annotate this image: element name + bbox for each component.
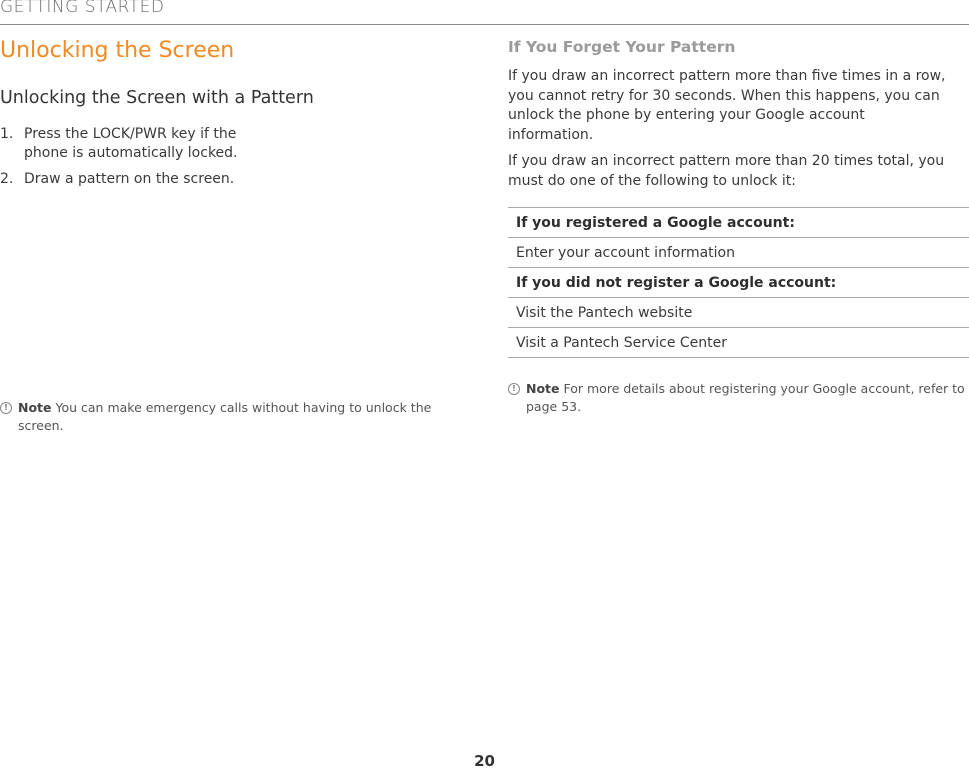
step-number: 2. bbox=[0, 171, 14, 187]
note-text: For more details about registering your Google account, refer to page 53. bbox=[526, 381, 965, 414]
steps-list bbox=[0, 125, 280, 196]
table-row bbox=[508, 208, 969, 238]
note-emergency-calls bbox=[0, 399, 458, 435]
step-text: Draw a pattern on the screen. bbox=[24, 171, 235, 187]
info-icon: ! bbox=[0, 402, 12, 414]
table-cell-heading: If you did not register a Google account: bbox=[508, 268, 969, 298]
step-item bbox=[0, 125, 280, 163]
note-google-account bbox=[508, 380, 969, 416]
table-cell: Visit a Pantech Service Center bbox=[508, 328, 969, 358]
table-cell: Enter your account information bbox=[508, 238, 969, 268]
note-label: Note bbox=[18, 400, 52, 415]
table-row bbox=[508, 238, 969, 268]
info-icon: ! bbox=[508, 383, 520, 395]
page-number: 20 bbox=[474, 752, 495, 770]
subsection-title: Unlocking the Screen with a Pattern bbox=[0, 88, 314, 108]
left-column bbox=[0, 38, 460, 433]
table-row bbox=[508, 298, 969, 328]
step-text: Press the LOCK/PWR key if the phone is automatically locked. bbox=[24, 126, 238, 161]
running-header: GETTING STARTED bbox=[0, 0, 165, 17]
table-row bbox=[508, 328, 969, 358]
note-text: You can make emergency calls without having to unlock the screen. bbox=[18, 400, 432, 433]
right-column bbox=[508, 38, 969, 414]
note-label: Note bbox=[526, 381, 560, 396]
section-title: Unlocking the Screen bbox=[0, 38, 235, 63]
header-divider bbox=[0, 24, 969, 25]
unlock-options-table bbox=[508, 207, 969, 358]
step-number: 1. bbox=[0, 126, 14, 142]
forgot-pattern-title: If You Forget Your Pattern bbox=[508, 38, 736, 56]
table-cell: Visit the Pantech website bbox=[508, 298, 969, 328]
step-item bbox=[0, 170, 280, 189]
table-row bbox=[508, 268, 969, 298]
table-cell-heading: If you registered a Google account: bbox=[508, 208, 969, 238]
paragraph-20-attempts: If you draw an incorrect pattern more than 20 times total, you must do one of the following to unlock it: bbox=[508, 153, 945, 189]
paragraph-retry-info: If you draw an incorrect pattern more than five times in a row, you cannot retry for 30 seconds. When this happens, you can unlock the phone by entering your Google account information. bbox=[508, 68, 946, 143]
